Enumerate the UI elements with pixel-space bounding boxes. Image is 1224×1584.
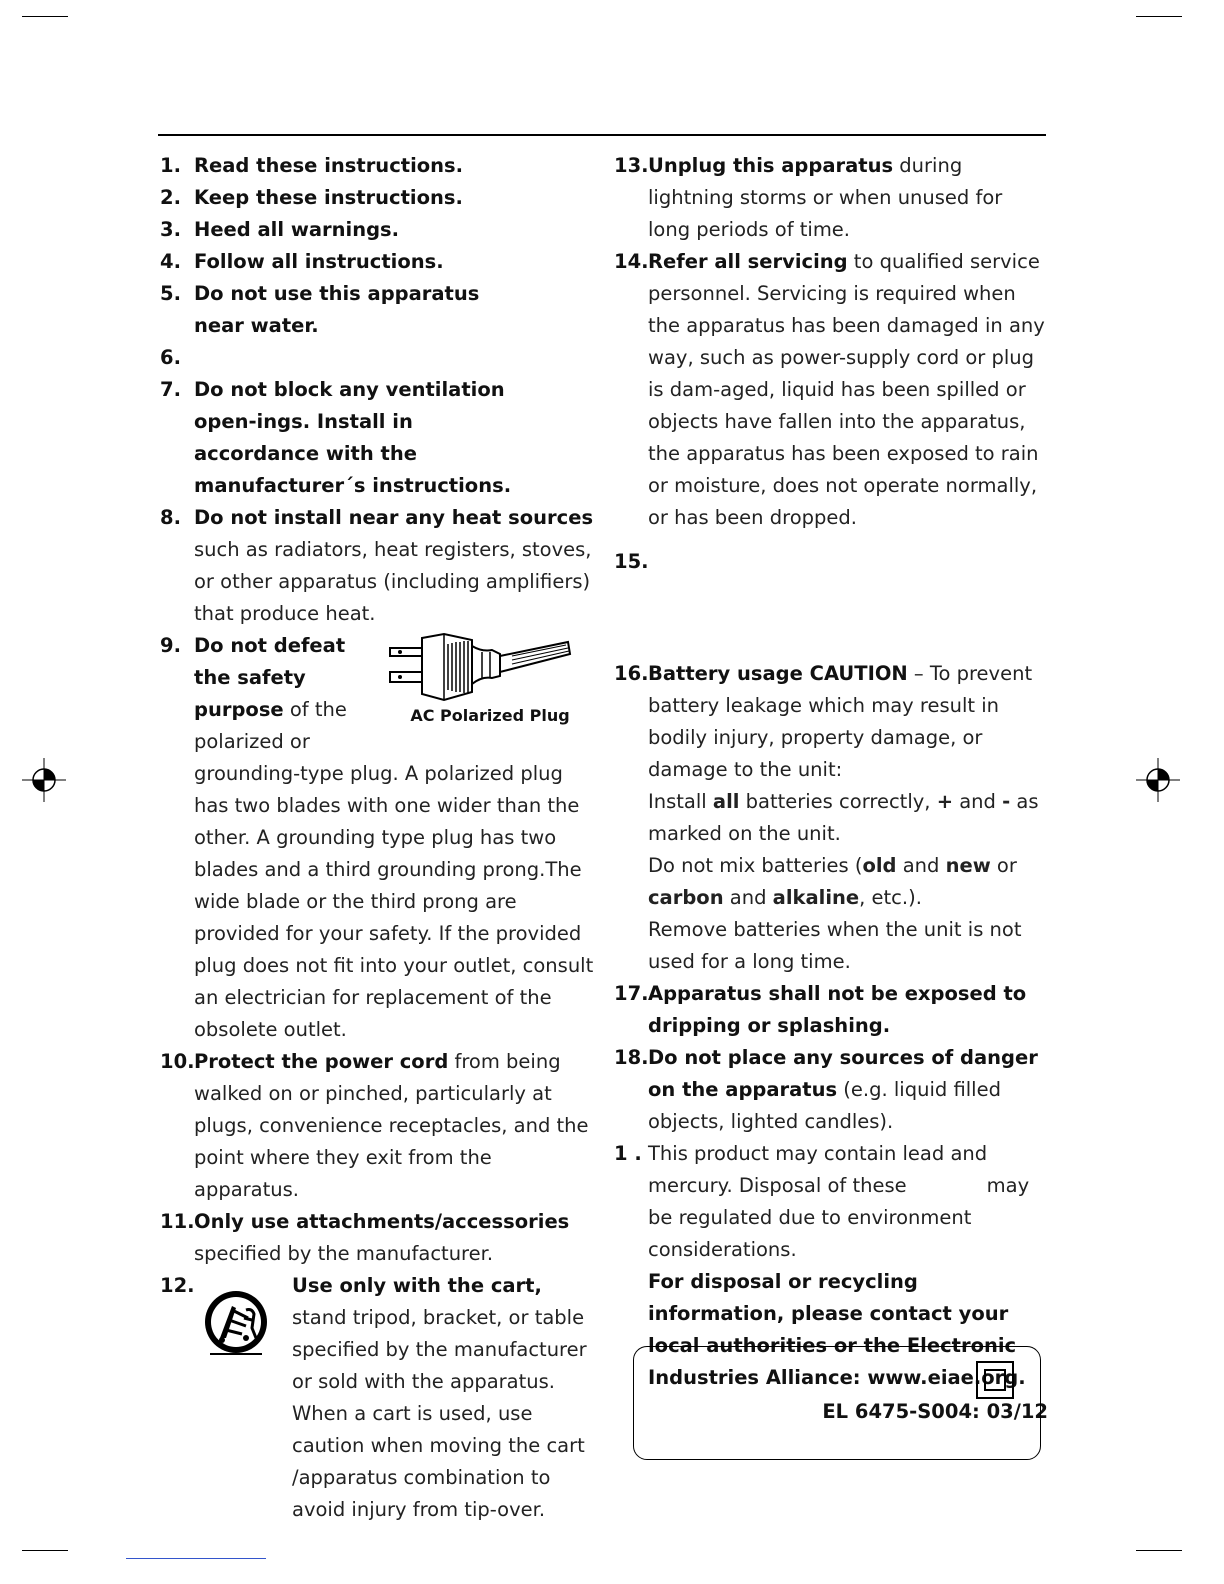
item-heading: Do not block any ventilation open-ings. Install in accordance with the manufacturer´s instructions. — [194, 378, 512, 497]
item-number: 1. — [160, 154, 181, 177]
item-number: 3. — [160, 218, 181, 241]
instruction-5 — [160, 278, 524, 342]
instructions-left-column — [160, 150, 594, 1526]
crop-mark-bottom-left — [22, 1550, 68, 1551]
item-text: This product may contain lead and mercury. Disposal of these — [648, 1142, 988, 1197]
registration-mark-left-icon — [22, 758, 66, 802]
item-number: 14. — [614, 250, 649, 273]
instruction-12 — [160, 1270, 594, 1526]
item-heading: Use only with the cart, — [292, 1274, 542, 1297]
instruction-10 — [160, 1046, 594, 1206]
instruction-6 — [160, 342, 594, 374]
instruction-14 — [614, 246, 1048, 534]
footer-link-underline — [126, 1558, 266, 1559]
item-heading: Apparatus shall not be exposed to dripping or splashing. — [648, 982, 1027, 1037]
instruction-16 — [614, 658, 1048, 978]
instruction-3 — [160, 214, 594, 246]
instructions-right-column — [614, 150, 1048, 1428]
item-number: 13. — [614, 154, 649, 177]
item-number: 5. — [160, 282, 181, 305]
polarized-plug-icon — [382, 630, 572, 706]
header-rule — [158, 134, 1046, 136]
instruction-9 — [160, 630, 594, 1046]
item-text: specified by the manufacturer. — [194, 1242, 494, 1265]
item-heading: Do not install near any heat sources — [194, 506, 594, 529]
item-number: 6. — [160, 346, 181, 369]
registration-mark-right-icon — [1136, 758, 1180, 802]
item-text: stand tripod, bracket, or table specified by the manufacturer or sold with the apparatus. When a cart is used, use caution when moving the cart /apparatus combination to avoid injury from tip-over. — [292, 1306, 587, 1521]
item-number: 17. — [614, 982, 649, 1005]
instruction-11 — [160, 1206, 594, 1270]
item-heading: Unplug this apparatus — [648, 154, 894, 177]
item-text: may be regulated due to environment considerations. — [648, 1174, 1030, 1261]
reference-code: EL 6475-S004: 03/12 — [822, 1400, 1048, 1423]
item-heading: Do not defeat the safety purpose — [194, 634, 346, 721]
item-number: 15. — [614, 550, 649, 573]
item-number: 4. — [160, 250, 181, 273]
item-heading: Refer all servicing — [648, 250, 848, 273]
item-number: 8. — [160, 506, 181, 529]
item-number: 9. — [160, 634, 181, 657]
item-heading: Only use attachments/accessories — [194, 1210, 570, 1233]
item-number: 18. — [614, 1046, 649, 1069]
item-text: from being walked on or pinched, particularly at plugs, convenience receptacles, and the point where they exit from the apparatus. — [194, 1050, 589, 1201]
item-number: 10. — [160, 1050, 195, 1073]
instruction-2 — [160, 182, 594, 214]
cart-tip-over-warning-icon — [202, 1288, 270, 1358]
item-text: (e.g. liquid filled objects, lighted candles). — [648, 1078, 1001, 1133]
battery-remove-note: Remove batteries when the unit is not used for a long time. — [648, 918, 1022, 973]
item-heading: Do not use this apparatus near water. — [194, 282, 480, 337]
item-text: such as radiators, heat registers, stoves, or other apparatus (including amplifiers) that produce heat. — [194, 538, 592, 625]
item-text: grounding-type plug. A polarized plug has two blades with one wider than the other. A grounding type plug has two blades and a third grounding prong.The wide blade or the third prong are provided for your safety. If the provided plug does not fit into your outlet, consult an electrician for replacement of the obsolete outlet. — [194, 762, 594, 1041]
item-heading: Follow all instructions. — [194, 250, 444, 273]
item-number: 12. — [160, 1274, 195, 1297]
instruction-17 — [614, 978, 1048, 1042]
crop-mark-bottom-right — [1136, 1550, 1182, 1551]
polarized-plug-figure — [382, 630, 572, 750]
item-number: 2. — [160, 186, 181, 209]
battery-install-note: Install all batteries correctly, + and - as marked on the unit. — [648, 790, 1039, 845]
item-text: to qualified service personnel. Servicing is required when the apparatus has been damaged in any way, such as power-supply cord or plug is dam-aged, liquid has been spilled or objects have fallen into the apparatus, the apparatus has been exposed to rain or moisture, does not operate normally, or has been dropped. — [648, 250, 1045, 529]
item-text: – To prevent battery leakage which may result in bodily injury, property damage, or damage to the unit: — [648, 662, 1033, 781]
instruction-8 — [160, 502, 594, 630]
item-heading: Battery usage CAUTION — [648, 662, 908, 685]
double-insulation-icon — [976, 1361, 1014, 1399]
instruction-18 — [614, 1042, 1048, 1138]
item-number: 7. — [160, 378, 181, 401]
battery-mix-note: Do not mix batteries (old and new or carbon and alkaline, etc.). — [648, 854, 1017, 909]
item-heading: Heed all warnings. — [194, 218, 400, 241]
item-text: of the polarized or — [194, 698, 347, 753]
item-heading-block — [194, 630, 374, 758]
instruction-7 — [160, 374, 534, 502]
item-number: 16. — [614, 662, 649, 685]
instruction-1 — [160, 150, 594, 182]
item-number: 1 . — [614, 1142, 642, 1165]
recycling-info: For disposal or recycling information, please contact your local authorities or the Electronic Industries Alliance: www.eiae.org. — [648, 1270, 1026, 1389]
instruction-13 — [614, 150, 1048, 246]
crop-mark-top-right — [1136, 16, 1182, 17]
item-heading: Read these instructions. — [194, 154, 464, 177]
item-heading: Keep these instructions. — [194, 186, 463, 209]
class-ii-notice-box — [633, 1346, 1041, 1460]
instruction-15 — [614, 546, 1048, 658]
instruction-4 — [160, 246, 594, 278]
item-text: during lightning storms or when unused for long periods of time. — [648, 154, 1003, 241]
item-number: 11. — [160, 1210, 195, 1233]
crop-mark-top-left — [22, 16, 68, 17]
plug-caption: AC Polarized Plug — [410, 706, 570, 725]
item-heading: Do not place any sources of danger on the apparatus — [648, 1046, 1038, 1101]
item-heading: Protect the power cord — [194, 1050, 449, 1073]
